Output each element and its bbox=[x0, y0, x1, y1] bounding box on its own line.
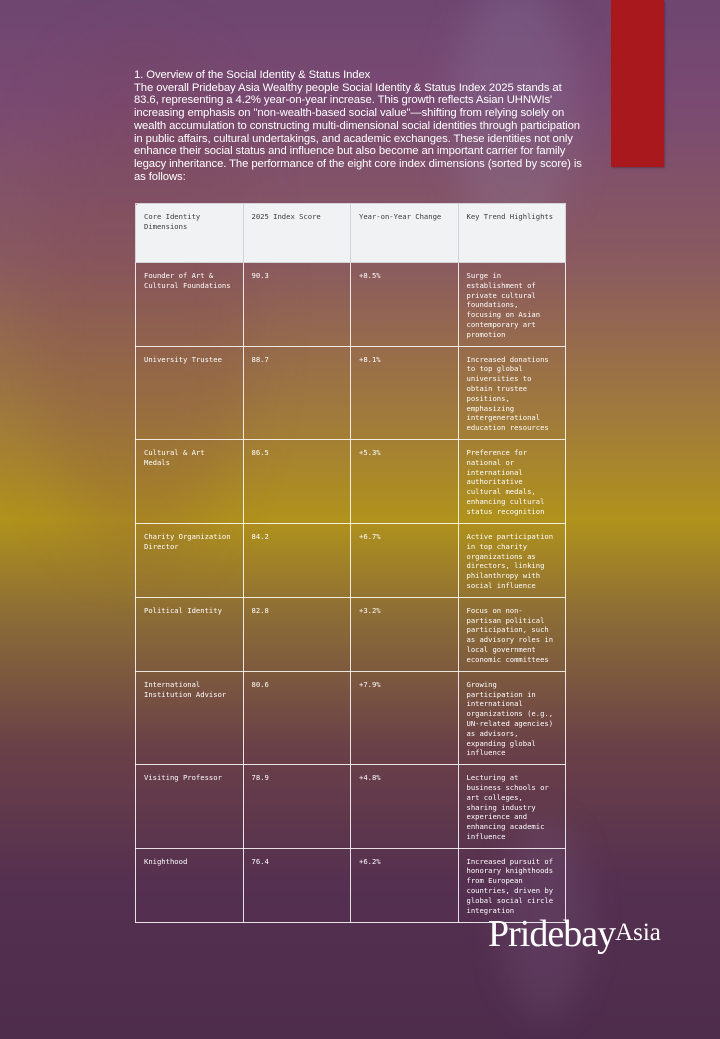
change-cell: +8.5% bbox=[351, 263, 459, 347]
change-cell: +7.9% bbox=[351, 671, 459, 764]
dimension-cell: Cultural & Art Medals bbox=[136, 439, 244, 523]
column-header: Key Trend Highlights bbox=[458, 204, 566, 263]
change-cell: +5.3% bbox=[351, 439, 459, 523]
table-row bbox=[136, 765, 566, 849]
trend-cell: Active participation in top charity organizations as directors, linking philanthropy with social influence bbox=[458, 523, 566, 597]
dimension-cell: Founder of Art & Cultural Foundations bbox=[136, 263, 244, 347]
score-cell: 80.6 bbox=[243, 671, 351, 764]
change-cell: +8.1% bbox=[351, 346, 459, 439]
table-row bbox=[136, 439, 566, 523]
dimension-cell: International Institution Advisor bbox=[136, 671, 244, 764]
column-header: 2025 Index Score bbox=[243, 204, 351, 263]
trend-cell: Increased donations to top global universities to obtain trustee positions, emphasizing intergenerational education resources bbox=[458, 346, 566, 439]
dimension-cell: Political Identity bbox=[136, 597, 244, 671]
dimension-cell: Visiting Professor bbox=[136, 765, 244, 849]
trend-cell: Increased pursuit of honorary knighthoods from European countries, driven by global social circle integration bbox=[458, 848, 566, 922]
table-row bbox=[136, 597, 566, 671]
column-header: Year-on-Year Change bbox=[351, 204, 459, 263]
change-cell: +6.2% bbox=[351, 848, 459, 922]
table-row bbox=[136, 263, 566, 347]
score-cell: 86.5 bbox=[243, 439, 351, 523]
score-cell: 78.9 bbox=[243, 765, 351, 849]
score-cell: 76.4 bbox=[243, 848, 351, 922]
dimension-cell: Knighthood bbox=[136, 848, 244, 922]
trend-cell: Growing participation in international organizations (e.g., UN-related agencies) as advisors, expanding global influence bbox=[458, 671, 566, 764]
table-row bbox=[136, 671, 566, 764]
logo-sub-text: Asia bbox=[615, 919, 661, 946]
score-cell: 82.8 bbox=[243, 597, 351, 671]
change-cell: +3.2% bbox=[351, 597, 459, 671]
change-cell: +6.7% bbox=[351, 523, 459, 597]
change-cell: +4.8% bbox=[351, 765, 459, 849]
logo-main-text: Pridebay bbox=[488, 913, 616, 955]
score-cell: 88.7 bbox=[243, 346, 351, 439]
dimension-cell: University Trustee bbox=[136, 346, 244, 439]
brand-logo bbox=[488, 912, 661, 956]
table-row bbox=[136, 346, 566, 439]
bookmark-ribbon bbox=[611, 0, 664, 167]
column-header: Core Identity Dimensions bbox=[136, 204, 244, 263]
dimension-cell: Charity Organization Director bbox=[136, 523, 244, 597]
table-row bbox=[136, 523, 566, 597]
score-cell: 90.3 bbox=[243, 263, 351, 347]
section-body: The overall Pridebay Asia Wealthy people Social Identity & Status Index 2025 stands at 83.6, representing a 4.2% year-on-year increase. This growth reflects Asian UHNWIs' increasing emphasis on "non-wealth-based social value"—shifting from relying solely on wealth accumulation to constructing multi-dimensional social identities through participation in public affairs, cultural undertakings, and academic exchanges. These identities not only enhance their social status and influence but also become an important carrier for family legacy inheritance. The performance of the eight core index dimensions (sorted by score) is as follows: bbox=[134, 81, 582, 183]
trend-cell: Lecturing at business schools or art colleges, sharing industry experience and enhancing academic influence bbox=[458, 765, 566, 849]
intro-section bbox=[134, 69, 582, 183]
score-cell: 84.2 bbox=[243, 523, 351, 597]
index-table-container bbox=[135, 203, 565, 923]
table-header-row bbox=[136, 204, 566, 263]
trend-cell: Focus on non-partisan political participation, such as advisory roles in local government economic committees bbox=[458, 597, 566, 671]
index-table bbox=[135, 203, 566, 923]
trend-cell: Preference for national or international authoritative cultural medals, enhancing cultural status recognition bbox=[458, 439, 566, 523]
trend-cell: Surge in establishment of private cultural foundations, focusing on Asian contemporary art promotion bbox=[458, 263, 566, 347]
section-heading: 1. Overview of the Social Identity & Status Index bbox=[134, 69, 371, 81]
